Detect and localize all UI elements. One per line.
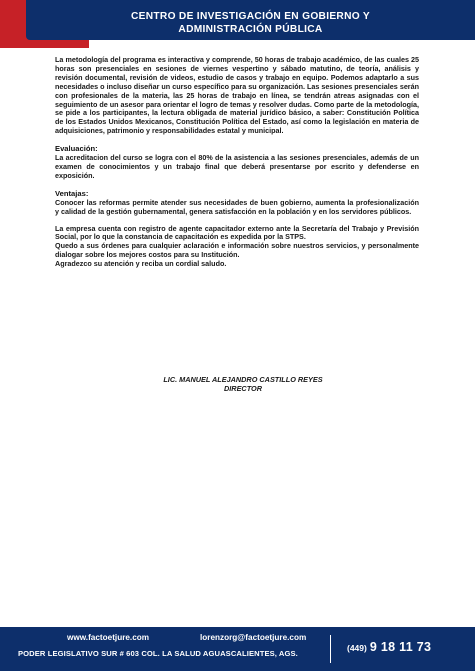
header-title-line2: ADMINISTRACIÓN PÚBLICA bbox=[178, 24, 323, 35]
advantages-heading: Ventajas: bbox=[55, 188, 89, 198]
footer-phone-area-code: (449) bbox=[347, 643, 367, 653]
advantages-paragraph: Conocer las reformas permite atender sus necesidades de buen gobierno, aumenta la profesionalización y calidad de la gestión gubernamental, genera satisfacción en la población y en los servidores públicos. bbox=[55, 197, 419, 216]
footer-bar bbox=[0, 627, 475, 671]
footer-email-link[interactable]: lorenzorg@factoetjure.com bbox=[200, 633, 307, 642]
header-title-line1: CENTRO DE INVESTIGACIÓN EN GOBIERNO Y bbox=[130, 11, 371, 22]
footer-phone bbox=[347, 640, 431, 654]
footer-phone-number: 9 18 11 73 bbox=[369, 640, 432, 654]
closing-paragraph-greeting: Agradezco su atención y reciba un cordial saludo. bbox=[55, 259, 227, 269]
closing-paragraph-registration: La empresa cuenta con registro de agente capacitador externo ante la Secretaría del Trabajo y Previsión Social, por lo que la constancia de capacitación es expedida por la STPS. bbox=[55, 223, 419, 242]
intro-paragraph: La metodología del programa es interactiva y comprende, 50 horas de trabajo académico, de las cuales 25 horas son presenciales en sesiones de viernes vespertino y sábado matutino, de teoría, análisis y revisión documental, revisión de videos, estudio de casos y trabajo en equipo. Podemos adaptarlo a sus necesidades o incluso diseñar un curso específico para su organización. Las sesiones presenciales serán con profesionales de la materia, las 25 horas de trabajo en línea, se tendrán atreas asignadas con el seguimiento de un asesor para orientar el logro de temas y resolver dudas. Como parte de la metodología, se pide a los participantes, la lectura obligada de material jurídico básico, a saber: Constitución Política de los Estados Unidos Mexicanos, Constitución Política del Estado, así como la legislación en materia de adquisiciones, patrimonio y responsabilidades estatal y municipal. bbox=[55, 55, 419, 136]
footer-address: PODER LEGISLATIVO SUR # 603 COL. LA SALUD AGUASCALIENTES, AGS. bbox=[18, 649, 298, 658]
evaluation-heading: Evaluación: bbox=[55, 144, 98, 154]
header-title bbox=[26, 10, 475, 36]
signature-block bbox=[130, 375, 356, 393]
signature-title: DIRECTOR bbox=[224, 384, 262, 393]
evaluation-paragraph: La acreditacion del curso se logra con el 80% de la asistencia a las sesiones presenciales, además de un examen de conocimientos y un trabajo final que deberá presentarse por escrito y defenderse en exposición. bbox=[55, 153, 419, 180]
footer-website-link[interactable]: www.factoetjure.com bbox=[67, 633, 150, 642]
letter-body bbox=[55, 56, 419, 269]
closing-paragraph-services: Quedo a sus órdenes para cualquier aclaración e información sobre nuestros servicios, y personalmente dialogar sobre los mejores costos para su Institución. bbox=[55, 241, 419, 260]
signature-name: LIC. MANUEL ALEJANDRO CASTILLO REYES bbox=[163, 375, 323, 384]
footer-divider bbox=[330, 635, 331, 663]
